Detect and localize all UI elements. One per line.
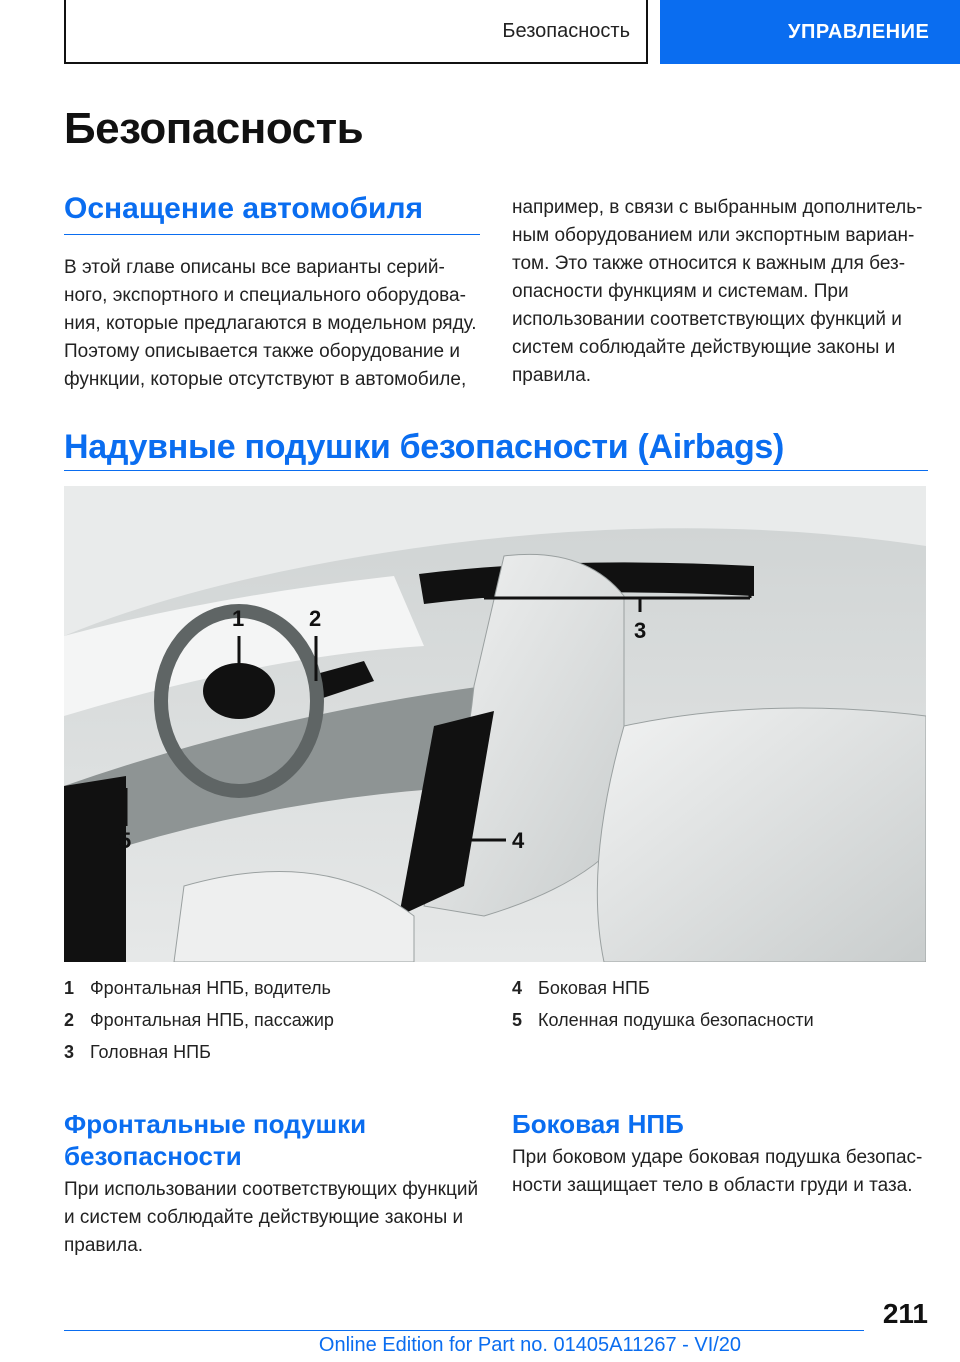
airbag-illustration (64, 486, 926, 962)
footer-edition: Online Edition for Part no. 01405A11267 - VI/20 (318, 1334, 742, 1356)
legend-number: 5 (512, 1010, 523, 1030)
section-heading-airbags: Надувные подушки безопасности (Airbags) (64, 428, 785, 466)
legend-item (512, 978, 650, 999)
figure-label-3: 3 (634, 618, 647, 643)
legend-item (64, 1010, 334, 1031)
paragraph-front-airbags: При использовании соответствующих функций и систем соблюдайте действующие законы и правила. (64, 1179, 479, 1256)
knee-airbag (64, 776, 126, 962)
page-title: Безопасность (64, 104, 364, 153)
legend-text: Фронтальная НПБ, водитель (90, 978, 331, 998)
paragraph-side-airbag: При боковом ударе боковая подушка безопасности защищает тело в области груди и таза. (512, 1147, 923, 1196)
legend-number: 1 (64, 978, 75, 998)
header-chapter-tab (660, 0, 960, 64)
section-heading-side-airbag: Боковая НПБ (512, 1109, 684, 1139)
car-interior-drawing (64, 486, 926, 962)
section-heading-equipment: Оснащение автомобиля (64, 192, 424, 225)
legend-text: Фронтальная НПБ, пассажир (90, 1010, 334, 1030)
figure-label-5: 5 (119, 828, 132, 853)
figure-label-4: 4 (512, 828, 525, 853)
legend-item (64, 1042, 211, 1063)
figure-label-1: 1 (232, 606, 245, 631)
header-section-tab (64, 0, 648, 64)
legend-text: Коленная подушка безопасности (538, 1010, 814, 1030)
footer-rule (64, 1330, 864, 1331)
legend-number: 2 (64, 1010, 75, 1030)
legend-text: Боковая НПБ (538, 978, 650, 998)
page-number: 211 (882, 1298, 928, 1329)
heading-rule (64, 234, 480, 235)
legend-item (64, 978, 331, 999)
legend-number: 4 (512, 978, 523, 998)
paragraph-equipment-left: В этой главе описаны все варианты серийного, экспортного и специального оборудования, которые предлагаются в модельном ряду. Поэтому описывается также оборудование и функции, которые отсутствуют в автомобиле, (64, 257, 477, 390)
legend-item (512, 1010, 814, 1031)
figure-label-2: 2 (309, 606, 322, 631)
legend-text: Головная НПБ (90, 1042, 211, 1062)
section-heading-front-airbags: Фронтальные подушки безопасности (64, 1109, 367, 1171)
header-section-label: Безопасность (502, 19, 630, 42)
rear-seat (597, 708, 926, 962)
header-chapter-label: УПРАВЛЕНИЕ (788, 20, 930, 43)
heading-rule (64, 470, 928, 471)
legend-number: 3 (64, 1042, 75, 1062)
paragraph-equipment-right: например, в связи с выбранным дополнительным оборудованием или экспортным вариантом. Это также относится к важным для безопасности функциям и системам. При использовании соответствующих функций и систем соблюдайте действующие законы и правила. (512, 197, 923, 386)
driver-front-airbag (203, 663, 275, 719)
